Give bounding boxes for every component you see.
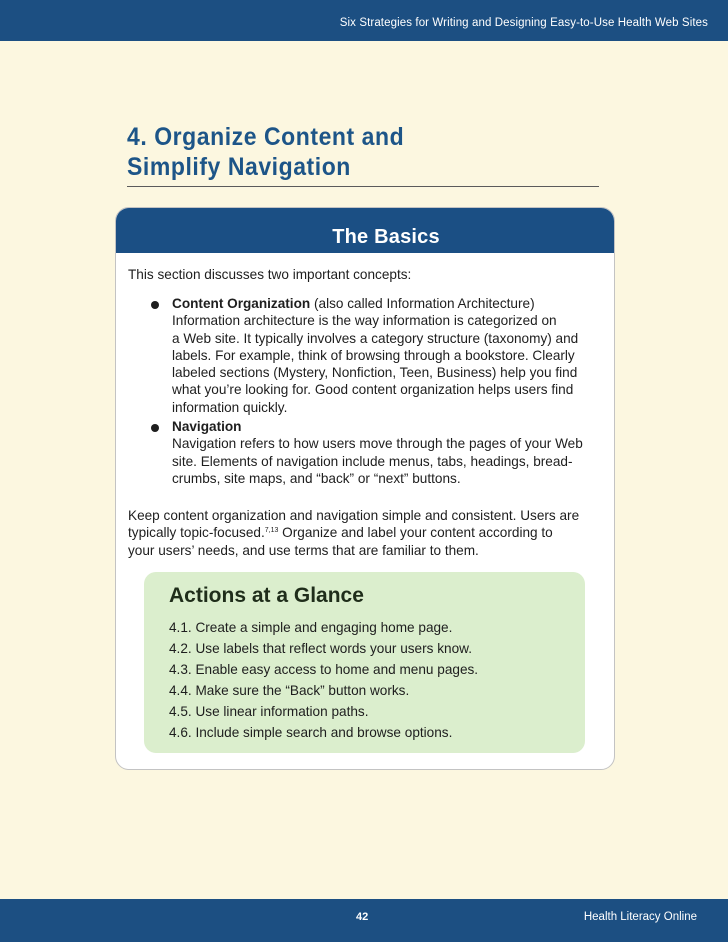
title-divider bbox=[127, 186, 599, 187]
running-title: Six Strategies for Writing and Designing Easy-to-Use Health Web Sites bbox=[339, 17, 708, 29]
concept-line: Information architecture is the way information is categorized on bbox=[172, 313, 557, 329]
action-item: 4.5. Use linear information paths. bbox=[169, 704, 369, 719]
guidance-line bbox=[128, 524, 606, 541]
concept-line: information quickly. bbox=[172, 399, 288, 415]
concept-title: Content Organization bbox=[172, 296, 311, 311]
bullet-icon bbox=[151, 424, 159, 432]
action-item: 4.3. Enable easy access to home and menu pages. bbox=[169, 662, 479, 677]
actions-at-a-glance-box bbox=[144, 572, 585, 753]
basics-header bbox=[116, 208, 614, 253]
bullet-icon bbox=[151, 301, 159, 309]
guidance-text: Organize and label your content according to bbox=[278, 525, 553, 541]
page-number: 42 bbox=[356, 911, 369, 923]
concept-line: labeled sections (Mystery, Nonfiction, Teen, Business) help you find bbox=[172, 365, 578, 381]
action-item: 4.6. Include simple search and browse options. bbox=[169, 725, 453, 740]
citation: 7,13 bbox=[264, 527, 279, 535]
publication-title: Health Literacy Online bbox=[583, 911, 697, 923]
concept-subtitle: (also called Information Architecture) bbox=[310, 296, 535, 311]
header-bar bbox=[0, 0, 728, 41]
actions-list bbox=[169, 617, 478, 743]
concept-line: a Web site. It typically involves a category structure (taxonomy) and bbox=[172, 330, 579, 346]
concept-item-content-organization bbox=[128, 295, 608, 416]
concept-line: Navigation refers to how users move through the pages of your Web bbox=[172, 436, 583, 452]
concept-line: crumbs, site maps, and “back” or “next” buttons. bbox=[172, 470, 461, 486]
section-title-line-2: Simplify Navigation bbox=[127, 153, 351, 181]
basics-heading: The Basics bbox=[332, 226, 440, 248]
guidance-paragraph bbox=[128, 507, 606, 559]
concept-line: site. Elements of navigation include menus, tabs, headings, bread- bbox=[172, 453, 573, 469]
actions-heading: Actions at a Glance bbox=[169, 584, 364, 607]
concept-list bbox=[128, 295, 608, 489]
action-item: 4.1. Create a simple and engaging home page. bbox=[169, 620, 453, 635]
concept-item-navigation bbox=[128, 418, 608, 487]
section-title bbox=[127, 122, 569, 182]
action-item: 4.2. Use labels that reflect words your users know. bbox=[169, 641, 472, 656]
guidance-line: Keep content organization and navigation simple and consistent. Users are bbox=[128, 508, 580, 523]
concept-title: Navigation bbox=[172, 419, 242, 435]
basics-intro: This section discusses two important concepts: bbox=[128, 267, 412, 282]
concept-line: what you’re looking for. Good content organization helps users find bbox=[172, 382, 574, 398]
guidance-text: typically topic-focused. bbox=[128, 525, 265, 541]
concept-line: labels. For example, think of browsing through a bookstore. Clearly bbox=[172, 347, 575, 363]
guidance-line: your users’ needs, and use terms that are familiar to them. bbox=[128, 542, 479, 558]
action-item: 4.4. Make sure the “Back” button works. bbox=[169, 683, 410, 698]
section-title-line-1: 4. Organize Content and bbox=[127, 123, 405, 151]
